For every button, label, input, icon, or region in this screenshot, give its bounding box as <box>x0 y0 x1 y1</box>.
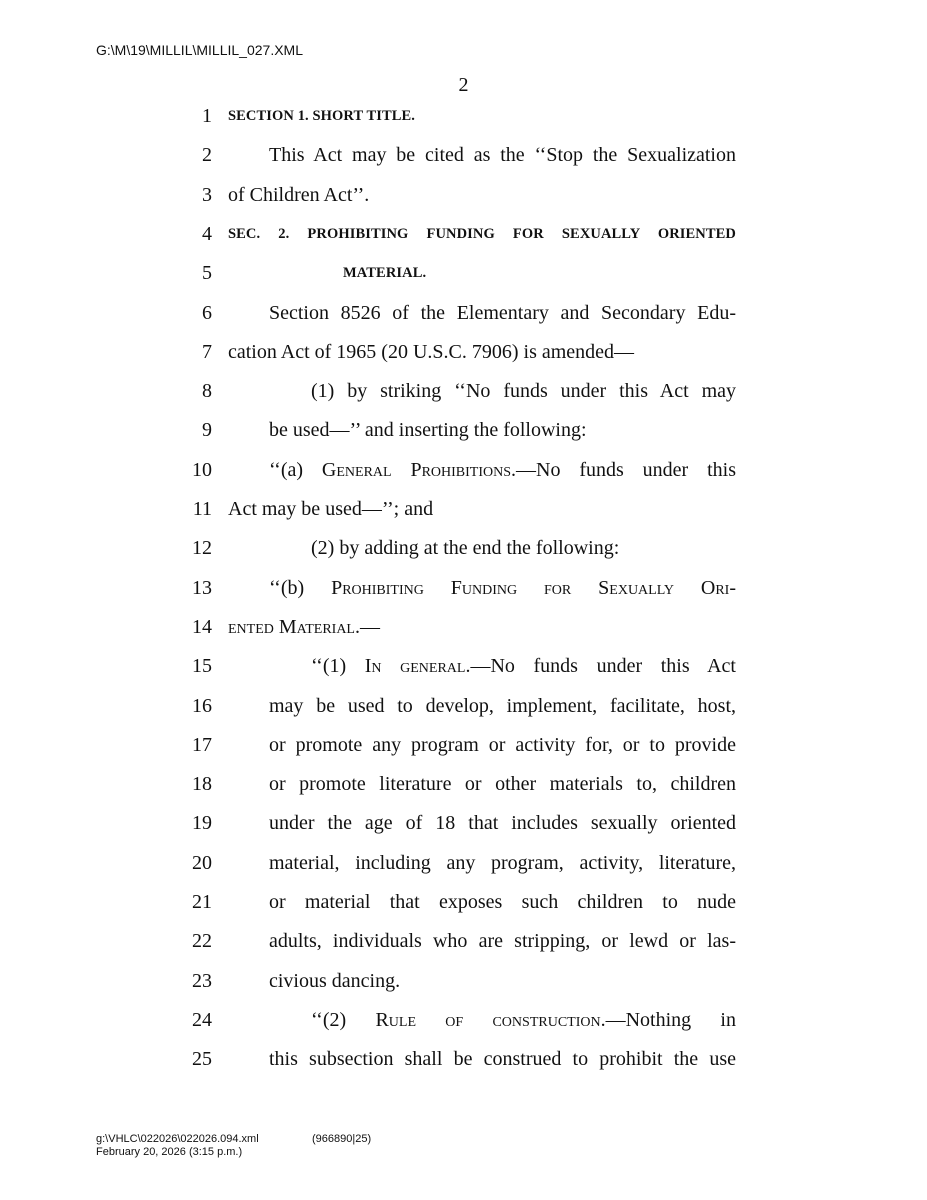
line-text: this subsection shall be construed to prohibit the use <box>269 1048 736 1071</box>
section-heading: SECTION 1. SHORT TITLE. <box>228 108 416 124</box>
line-15 <box>0 647 927 686</box>
line-17 <box>0 726 927 765</box>
line-text: (1) by striking ‘‘No funds under this Act may <box>311 380 736 403</box>
line-text: (2) by adding at the end the following: <box>311 537 620 560</box>
line-text: or material that exposes such children to nude <box>269 891 736 913</box>
line-5 <box>0 254 927 293</box>
file-path: G:\M\19\MILLIL\MILLIL_027.XML <box>96 42 303 58</box>
line-text: civious dancing. <box>269 969 401 992</box>
line-number: 13 <box>192 576 212 599</box>
line-1 <box>0 97 927 136</box>
line-number: 4 <box>202 222 212 245</box>
line-number: 7 <box>202 340 212 363</box>
line-text: be used—’’ and inserting the following: <box>269 419 587 442</box>
line-24 <box>0 1001 927 1040</box>
footer-file: g:\VHLC\022026\022026.094.xml <box>96 1133 259 1145</box>
line-text: may be used to develop, implement, facilitate, host, <box>269 694 736 717</box>
paragraph-heading: Rule of construction <box>375 1008 601 1031</box>
line-number: 3 <box>202 183 212 206</box>
line-4 <box>0 215 927 254</box>
text-run: ‘‘(b) <box>269 576 332 599</box>
line-2 <box>0 136 927 175</box>
line-text <box>311 1001 736 1040</box>
line-number: 8 <box>202 380 212 403</box>
line-text <box>269 451 736 490</box>
footer-date: February 20, 2026 (3:15 p.m.) <box>96 1146 243 1158</box>
text-run: .—No funds under this Act <box>465 655 736 678</box>
line-6 <box>0 294 927 333</box>
line-number: 20 <box>192 851 212 874</box>
text-run: ‘‘(1) <box>311 655 365 678</box>
line-number: 14 <box>192 615 212 638</box>
line-number: 22 <box>192 930 212 953</box>
line-3 <box>0 176 927 215</box>
line-number: 1 <box>202 105 212 127</box>
section-heading: MATERIAL. <box>343 265 427 282</box>
line-text: under the age of 18 that includes sexually oriented <box>269 812 736 835</box>
line-text: cation Act of 1965 (20 U.S.C. 7906) is amended— <box>228 340 635 363</box>
line-19 <box>0 804 927 843</box>
line-16 <box>0 687 927 726</box>
line-number: 18 <box>192 773 212 796</box>
subsection-heading: ented Material <box>228 615 355 638</box>
line-11 <box>0 490 927 529</box>
subsection-heading: General Prohibitions <box>321 458 512 481</box>
section-heading: SEC. 2. PROHIBITING FUNDING FOR SEXUALLY ORIENTED <box>228 225 736 242</box>
paragraph-heading: In general <box>364 655 466 678</box>
line-14 <box>0 608 927 647</box>
line-text: or promote any program or activity for, or to provide <box>269 733 736 756</box>
line-text: material, including any program, activity, literature, <box>269 851 736 874</box>
line-21 <box>0 883 927 922</box>
line-20 <box>0 844 927 883</box>
text-run: ‘‘(a) <box>269 458 322 481</box>
line-text: of Children Act’’. <box>228 183 370 206</box>
line-number: 9 <box>202 419 212 442</box>
line-text <box>311 647 736 686</box>
line-text: Act may be used—’’; and <box>228 498 434 520</box>
line-25 <box>0 1040 927 1079</box>
line-number: 24 <box>192 1008 212 1031</box>
footer-version: (966890|25) <box>312 1133 372 1145</box>
line-8 <box>0 372 927 411</box>
line-10 <box>0 451 927 490</box>
line-number: 5 <box>202 262 212 285</box>
line-9 <box>0 411 927 450</box>
line-number: 21 <box>192 891 212 913</box>
text-run: ‘‘(2) <box>311 1008 376 1031</box>
text-run: .—No funds under this <box>511 458 736 481</box>
line-number: 15 <box>192 655 212 678</box>
line-text: or promote literature or other materials to, children <box>269 773 736 796</box>
page-number-text: 2 <box>458 74 469 96</box>
line-text <box>228 608 736 647</box>
line-number: 11 <box>192 498 212 520</box>
line-18 <box>0 765 927 804</box>
line-number: 12 <box>192 537 212 560</box>
line-number: 10 <box>192 458 212 481</box>
line-text <box>269 569 736 608</box>
line-12 <box>0 529 927 568</box>
line-number: 2 <box>202 144 212 167</box>
line-7 <box>0 333 927 372</box>
line-number: 23 <box>192 969 212 992</box>
line-number: 17 <box>192 733 212 756</box>
line-22 <box>0 922 927 961</box>
subsection-heading: Prohibiting Funding for Sexually Ori- <box>331 576 736 599</box>
text-run: .— <box>354 615 380 638</box>
line-text: adults, individuals who are stripping, or lewd or las- <box>269 930 736 953</box>
line-number: 6 <box>202 301 212 324</box>
line-text: This Act may be cited as the ‘‘Stop the Sexualization <box>269 144 736 167</box>
text-run: .—Nothing in <box>600 1008 736 1031</box>
line-number: 16 <box>192 694 212 717</box>
line-13 <box>0 569 927 608</box>
footer <box>96 1133 372 1159</box>
line-23 <box>0 962 927 1001</box>
line-number: 25 <box>192 1048 212 1071</box>
line-number: 19 <box>192 812 212 835</box>
page-number <box>0 74 927 97</box>
line-text: Section 8526 of the Elementary and Secondary Edu- <box>269 301 736 324</box>
